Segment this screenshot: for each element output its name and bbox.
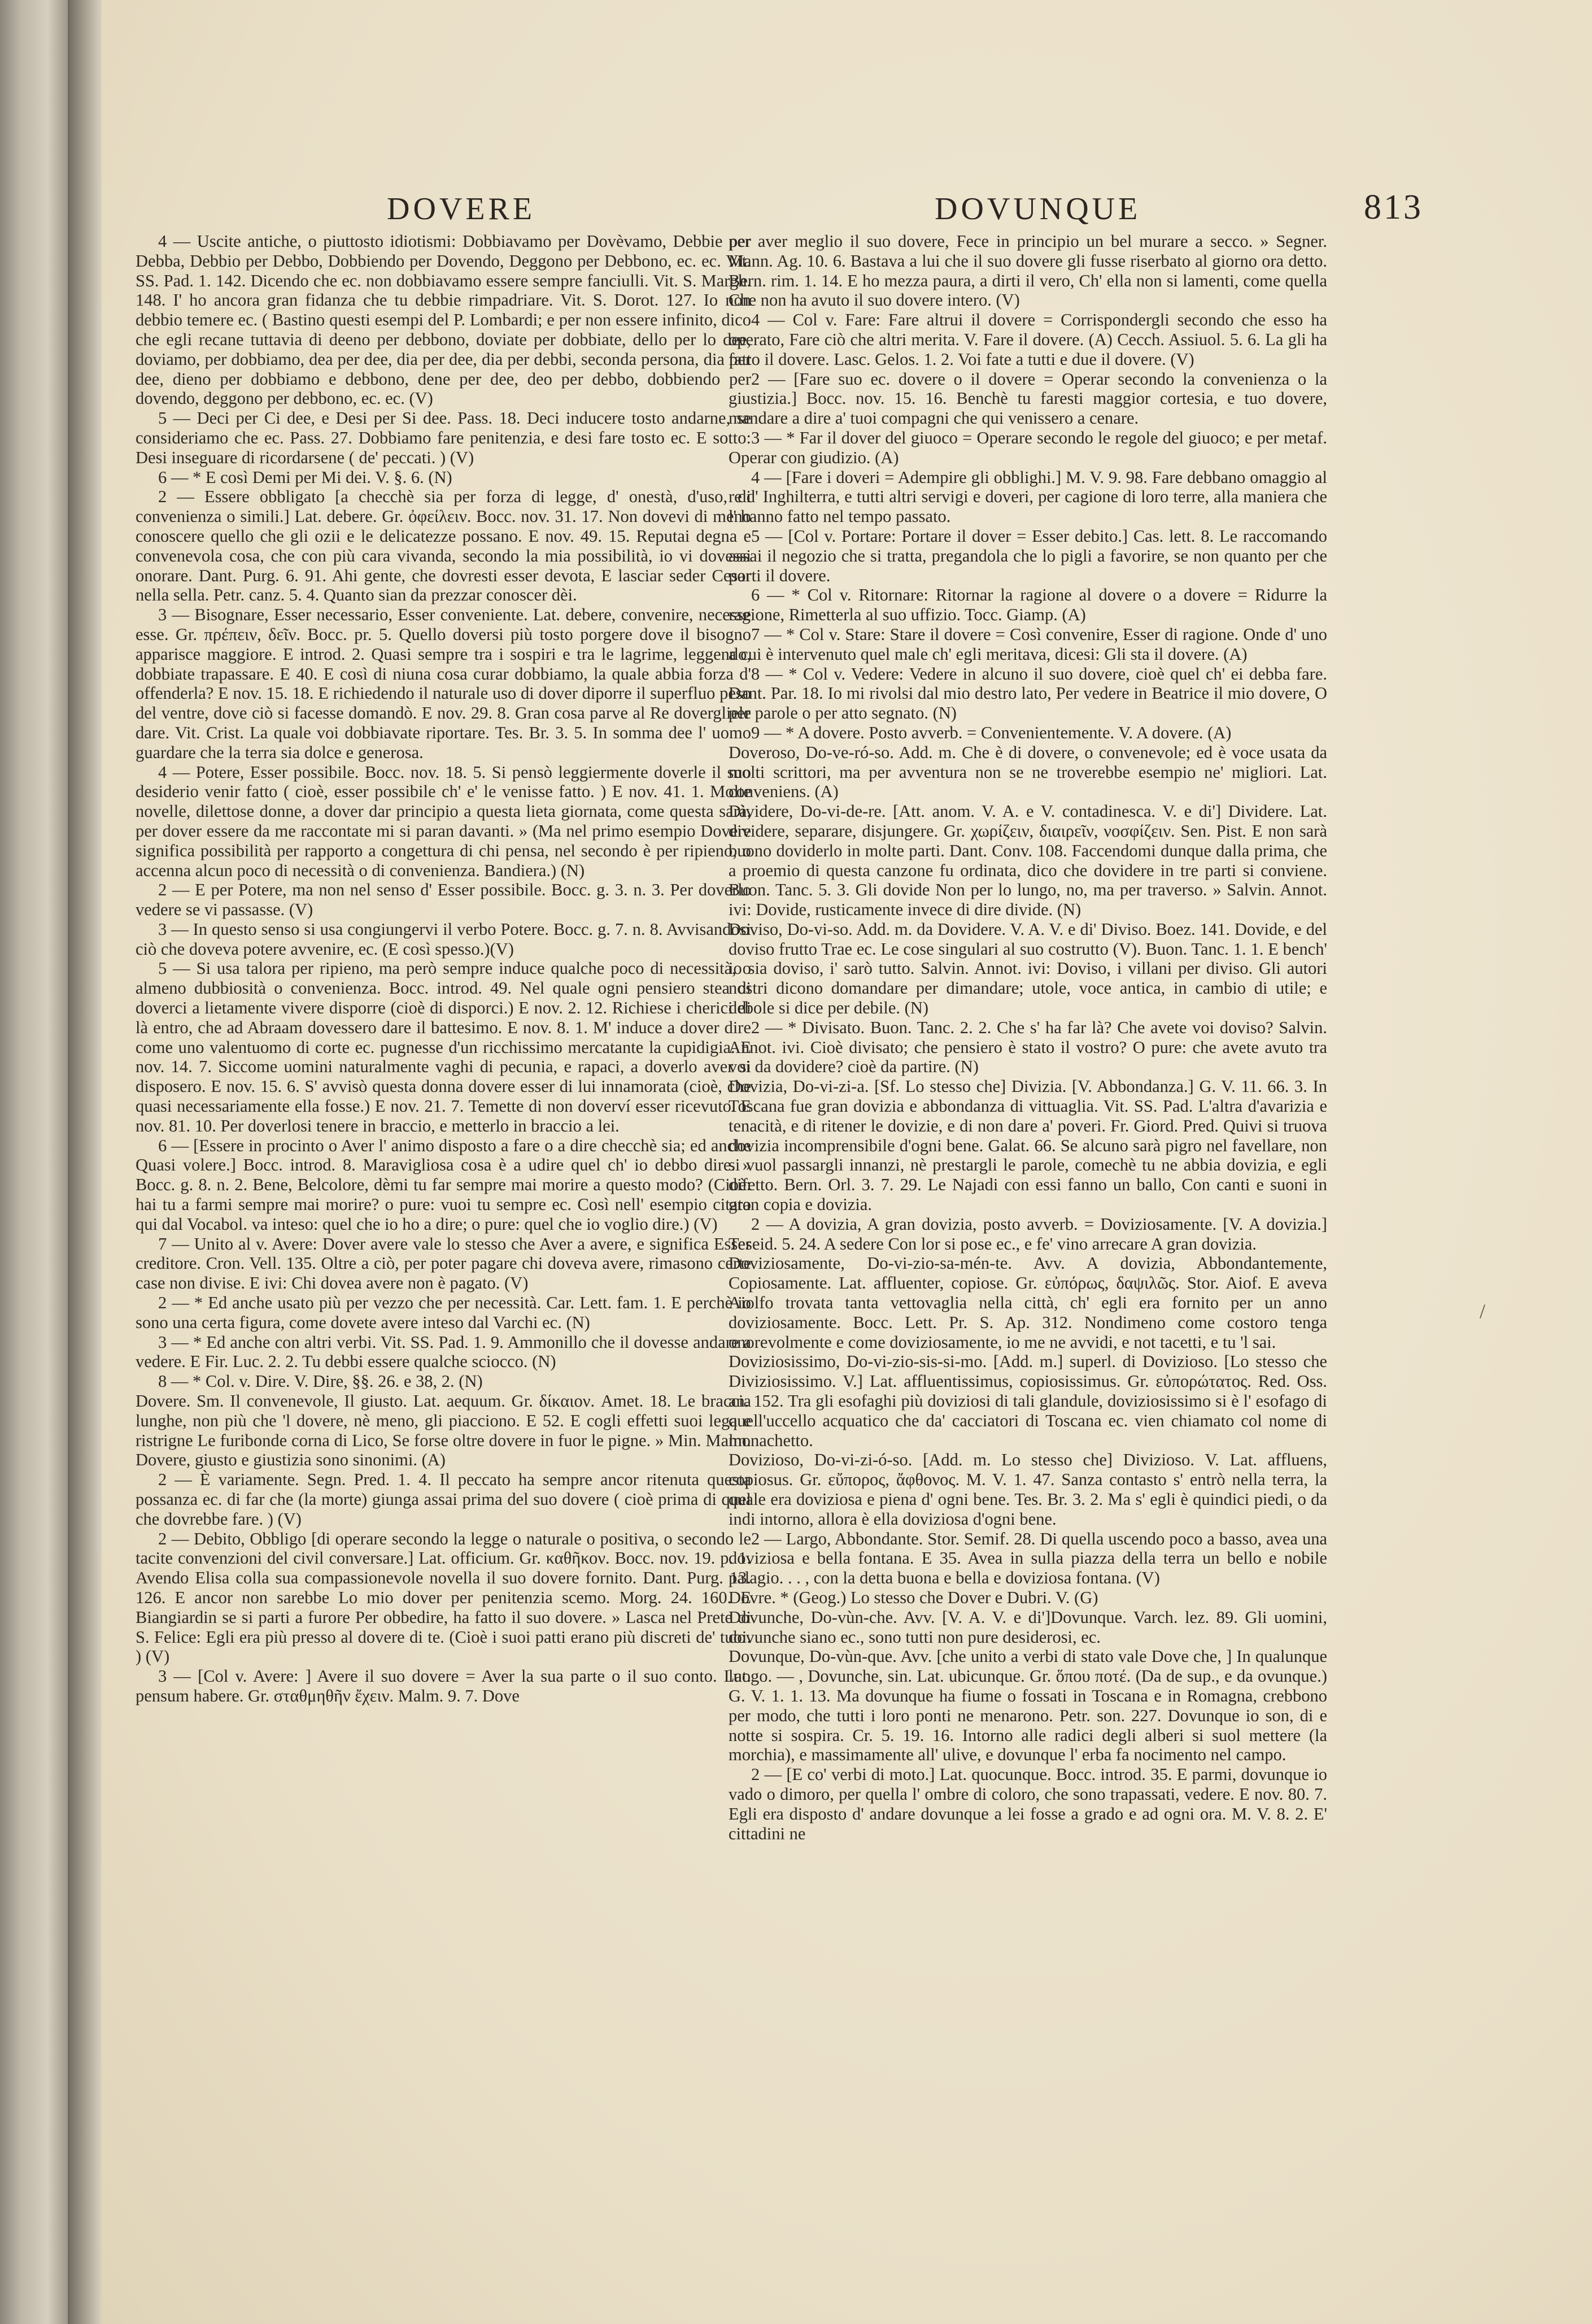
dictionary-entry: 2 — Largo, Abbondante. Stor. Semif. 28. Di quella uscendo poco a basso, avea una doviziosa e bella fontana. E 35. Avea in sulla piazza della terra un bello e nobile palagio. . . , con la detta buona e bella e doviziosa fontana. (V)	[729, 1529, 1327, 1588]
margin-mark: /	[1480, 1300, 1486, 1322]
dictionary-entry: 6 — [Essere in procinto o Aver l' animo disposto a fare o a dire checchè sia; ed anche Quasi volere.] Bocc. introd. 8. Maravigliosa cosa è a udire quel ch' io debbo dire. » Bocc. g. 8. n. 2. Bene, Belcolore, dèmi tu far sempre mai morire a questo modo? (Cioè: hai tu a farmi sempre mai morire? o pure: vuoi tu sempre ec. Così nell' esempio citato qui dal Vocabol. va inteso: quel che io ho a dire; o pure: quel che io voglio dire.) (V)	[136, 1135, 751, 1234]
dictionary-entry: Doviso, Do-vi-so. Add. m. da Dovidere. V. A. V. e di' Diviso. Boez. 141. Dovide, e del doviso frutto Trae ec. Le cose singulari al suo costrutto (V). Buon. Tanc. 1. 1. E bench' io sia doviso, i' sarò tutto. Salvin. Annot. ivi: Doviso, i villani per diviso. Gli autori nostri dicono domandare per dimandare; utole, voce antica, in cambio di utile; e debole si dice per debile. (N)	[729, 919, 1327, 1018]
dictionary-entry: Dovizioso, Do-vi-zi-ó-so. [Add. m. Lo stesso che] Divizioso. V. Lat. affluens, copiosus. Gr. εὔπορος, ἄφθονος. M. V. 1. 47. Sanza contasto s' entrò nella terra, la quale era doviziosa e piena d' ogni bene. Tes. Br. 3. 2. Ma s' egli è quindici piedi, o da indi intorno, allora è ella doviziosa d'ogni bene.	[729, 1450, 1327, 1529]
dictionary-entry: 2 — * Divisato. Buon. Tanc. 2. 2. Che s' ha far là? Che avete voi doviso? Salvin. Annot. ivi. Cioè divisato; che pensiero è stato il vostro? O pure: che avete avuto tra voi da dovidere? cioè da partire. (N)	[729, 1017, 1327, 1077]
dictionary-entry: 5 — Si usa talora per ripieno, ma però sempre induce qualche poco di necessità, o almeno dubbiosità o convenienza. Bocc. introd. 49. Nel quale ogni pensiero stea di doverci a lietamente vivere disporre (cioè di disporci.) E nov. 2. 12. Richiese i cherici di là entro, che ad Abraam dovessero dare il battesimo. E nov. 8. 1. M' induce a dover dire come uno valentuomo di corte ec. pugnesse d'un ricchissimo mercatante la cupidigia. E nov. 14. 7. Siccome uomini naturalmente vaghi di pecunia, e rapaci, a doverlo aver si disposero. E nov. 15. 6. S' avvisò questa donna dovere esser di lui innamorata (cioè, che quasi necessariamente ella fosse.) E nov. 21. 7. Temette di non doverví esser ricevuto. E nov. 81. 10. Per doverlosi tenere in braccio, e metterlo in braccio a lei.	[136, 959, 751, 1135]
dictionary-entry: 8 — * Col v. Vedere: Vedere in alcuno il suo dovere, cioè quel ch' ei debba fare. Dant. Par. 18. Io mi rivolsi dal mio destro lato, Per vedere in Beatrice il mio dovere, O per parole o per atto segnato. (N)	[729, 664, 1327, 723]
dictionary-entry: 2 — Essere obbligato [a checchè sia per forza di legge, d' onestà, d'uso, di convenienza o simili.] Lat. debere. Gr. ὀφείλειν. Bocc. nov. 31. 17. Non dovevi di meno conoscere quello che gli ozii e le delicatezze possano. E nov. 49. 15. Reputai degna e convenevola cosa, che con più cara vivanda, secondo la mia possibilità, io vi dovessi onorare. Dant. Purg. 6. 91. Ahi gente, che dovresti esser devota, E lasciar seder Cesar nella sella. Petr. canz. 5. 4. Quanto sian da prezzar conoscer dèi.	[136, 487, 751, 605]
header-center-word: DOVUNQUE	[935, 192, 1141, 227]
dictionary-entry: 4 — Potere, Esser possibile. Bocc. nov. 18. 5. Si pensò leggiermente doverle il suo desiderio venir fatto ( cioè, esser possibile ch' e' le venisse fatto. ) E nov. 41. 1. Molte novelle, dilettose donne, a dover dar principio a questa lieta giornata, come questa sarà, per dover essere da me raccontate mi si paran davanti. » (Ma nel primo esempio Dovere significa possibilità per rapporto a congettura di chi pensa, nel secondo è per ripieno, o accenna alcun poco di necessità o di convenienza. Bandiera.) (N)	[136, 762, 751, 880]
header-left-word: DOVERE	[387, 192, 536, 227]
dictionary-entry: 3 — In questo senso si usa congiungervi il verbo Potere. Bocc. g. 7. n. 8. Avvisandosi ciò che doveva potere avvenire, ec. (E così spesso.)(V)	[136, 919, 751, 959]
dictionary-entry: 4 — Col v. Fare: Fare altrui il dovere = Corrispondergli secondo che esso ha operato, Fare ciò che altri merita. V. Fare il dovere. (A) Cecch. Assiuol. 5. 6. La gli ha fatto il dovere. Lasc. Gelos. 1. 2. Voi fate a tutti e due il dovere. (V)	[729, 310, 1327, 369]
dictionary-entry: 6 — * Col v. Ritornare: Ritornar la ragione al dovere o a dovere = Ridurre la ragione, Rimetterla al suo uffizio. Tocc. Giamp. (A)	[729, 585, 1327, 625]
dictionary-entry: 8 — * Col. v. Dire. V. Dire, §§. 26. e 38, 2. (N)	[158, 1372, 483, 1391]
dictionary-entry: 4 — [Fare i doveri = Adempire gli obblighi.] M. V. 9. 98. Fare debbano omaggio al re d' Inghilterra, e tutti altri servigi e doveri, per cagione di loro terre, alla maniera che l' hanno fatto nel tempo passato.	[729, 467, 1327, 526]
dictionary-entry: 2 — Debito, Obbligo [di operare secondo la legge o naturale o positiva, o secondo le tacite convenzioni del civil conversare.] Lat. officium. Gr. καθῆκον. Bocc. nov. 19. p. 1. Avendo Elisa colla sua compassionevole novella il suo dovere fornito. Dant. Purg. 13. 126. E ancor non sarebbe Lo mio dover per penitenzia scemo. Morg. 24. 160. E Biangiardin se si parti a furore Per obbedire, ha fatto il suo dovere. » Lasca nel Prete di S. Felice: Egli era più presso al dovere di te. (Cioè i suoi patti erano più discreti de' tuoi. ) (V)	[136, 1529, 751, 1666]
dictionary-entry: 7 — * Col v. Stare: Stare il dovere = Così convenire, Esser di ragione. Onde d' uno a cui è intervenuto quel male ch' egli meritava, dicesi: Gli sta il dovere. (A)	[729, 624, 1327, 664]
dictionary-entry: 2 — [E co' verbi di moto.] Lat. quocunque. Bocc. introd. 35. E parmi, dovunque io vado o dimoro, per quella l' ombre di coloro, che sono trapassati, vedere. E nov. 80. 7. Egli era disposto d' andare dovunque a lei fosse a grado e ad ogni ora. M. V. 8. 2. E' cittadini ne	[729, 1765, 1327, 1843]
dictionary-entry: 2 — A dovizia, A gran dovizia, posto avverb. = Doviziosamente. [V. A dovizia.] Teseid. 5. 24. A sedere Con lor si pose ec., e fe' vino arrecare A gran dovizia.	[729, 1214, 1327, 1254]
dictionary-entry: Dividere, Do-vi-de-re. [Att. anom. V. A. e V. contadinesca. V. e di'] Dividere. Lat. dividere, separare, disjungere. Gr. χωρίζειν, διαιρεῖν, νοσφίζειν. Sen. Pist. E non sarà buono doviderlo in molte parti. Dant. Conv. 108. Faccendomi dunque dalla prima, che a proemio di questa canzone fu ordinata, dico che dovidere in tre parti si conviene. Buon. Tanc. 5. 3. Gli dovide Non per lo lungo, no, ma per traverso. » Salvin. Annot. ivi: Dovide, rusticamente invece di dire divide. (N)	[729, 802, 1327, 920]
dictionary-entry: 3 — [Col v. Avere: ] Avere il suo dovere = Aver la sua parte o il suo conto. Lat. pensum habere. Gr. σταθμηθῆν ἔχειν. Malm. 9. 7. Dove	[136, 1666, 751, 1705]
dictionary-entry: 7 — Unito al v. Avere: Dover avere vale lo stesso che Aver a avere, e significa Esser creditore. Cron. Vell. 135. Oltre a ciò, per poter pagare chi doveva avere, rimasono certe case non divise. E ivi: Chi dovea avere non è pagato. (V)	[136, 1234, 751, 1293]
dictionary-entry: 4 — Uscite antiche, o piuttosto idiotismi: Dobbiavamo per Dovèvamo, Debbie per Debba, Debbio per Debbo, Dobbiendo per Dovendo, Deggono per Debbono, ec. ec. Vit. SS. Pad. 1. 142. Dicendo che ec. non dobbiavamo essere sempre fanciulli. Vit. S. Margh. 148. I' ho ancora gran fidanza che tu debbie rimpadriare. Vit. S. Dorot. 127. Io non debbio temere ec. ( Bastino questi esempi del P. Lombardi; e per non essere infinito, dico che egli recane tuttavia di deeno per debbono, doviate per dobbiate, dello per lo dee, doviamo, per dobbiamo, dea per dee, dia per dee, dia per debbi, seconda persona, dia per dee, dieno per dobbiamo e debbono, dene per dee, deo per debbo, dobbiendo per dovendo, deggono per debbono, ec. ec. (V)	[136, 232, 751, 408]
dictionary-entry: 5 — [Col v. Portare: Portare il dover = Esser debito.] Cas. lett. 8. Le raccomando assai il negozio che si tratta, pregandola che lo pigli a favorire, se non quanto per che porti il dovere.	[729, 526, 1327, 585]
book-gutter	[68, 0, 102, 2324]
left-text-column	[136, 232, 751, 2260]
dictionary-entry: 3 — Bisognare, Esser necessario, Esser conveniente. Lat. debere, convenire, necesse esse. Gr. πρέπειν, δεῖν. Bocc. pr. 5. Quello doversi più tosto porgere dove il bisogno apparisce maggiore. E introd. 2. Quasi sempre tra i sospiri e tra le lagrime, leggendo, dobbiate trapassare. E 40. E così di niuna cosa curar dobbiamo, la quale abbia forza d' offenderla? E nov. 15. 18. E richiedendo il naturale uso di dover diporre il superfluo peso del ventre, dove ciò si facesse domandò. E nov. 29. 8. Gran cosa parve al Re dovergliele dare. Vit. Crist. La quale voi dobbiavate riportare. Tes. Br. 3. 5. In somma dee l' uomo guardare che la terra sia dolce e generosa.	[136, 605, 751, 762]
dictionary-entry: 2 — E per Potere, ma non nel senso d' Esser possibile. Bocc. g. 3. n. 3. Per doverlo vedere se vi passasse. (V)	[136, 880, 751, 920]
running-header	[102, 188, 1592, 236]
dictionary-entry: Doveroso, Do-ve-ró-so. Add. m. Che è di dovere, o convenevole; ed è voce usata da molti scrittori, ma per avventura non se ne troverebbe esempio ne' migliori. Lat. conveniens. (A)	[729, 742, 1327, 802]
dictionary-entry: Dovre. * (Geog.) Lo stesso che Dover e Dubri. V. (G)	[729, 1587, 1098, 1607]
dictionary-entry: 2 — * Ed anche usato più per vezzo che per necessità. Car. Lett. fam. 1. E perchè io sono una certa figura, come dovete avere inteso dal Varchi ec. (N)	[136, 1293, 751, 1332]
dictionary-entry: 5 — Deci per Ci dee, e Desi per Si dee. Pass. 18. Deci inducere tosto andarne, se consideriamo che ec. Pass. 27. Dobbiamo fare penitenzia, e desi fare tosto ec. E sotto: Desi inseguare di ricordarsene ( de' peccati. ) (V)	[136, 408, 751, 467]
dictionary-entry: Doviziosamente, Do-vi-zio-sa-mén-te. Avv. A dovizia, Abbondantemente, Copiosamente. Lat. affluenter, copiose. Gr. εὐπόρως, δαψιλῶς. Stor. Aiof. E aveva Aiolfo trovata tanta vettovaglia nella città, ch' egli era fornito per un anno doviziosamente. Bocc. Lett. Pr. S. Ap. 312. Nondimeno come costoro tenga onorevolmente e come doviziosamente, io me ne avvidi, e not tacetti, e tu 'l sai.	[729, 1254, 1327, 1352]
dictionary-entry: Dovizia, Do-vi-zi-a. [Sf. Lo stesso che] Divizia. [V. Abbondanza.] G. V. 11. 66. 3. In Toscana fue gran dovizia e abbondanza di vittuaglia. Vit. SS. Pad. L'altra d'avarizia e tenacità, e di ritener le dovizie, e di non dare a' poveri. Fr. Giord. Pred. Quivi si truova dovizia incomprensibile d'ogni bene. Galat. 66. Se alcuno sarà pigro nel favellare, non si vuol passargli innanzi, nè prestargli le parole, comechè tu ne abbia dovizia, e egli difetto. Bern. Orl. 3. 7. 29. Le Najadi con essi fanno un ballo, Con canti e suoni in gran copia e dovizia.	[729, 1077, 1327, 1215]
dictionary-entry: 9 — * A dovere. Posto avverb. = Convenientemente. V. A dovere. (A)	[751, 723, 1232, 742]
dictionary-entry: Dovere. Sm. Il convenevole, Il giusto. Lat. aequum. Gr. δίκαιον. Amet. 18. Le braccia lunghe, non più che 'l dovere, nè meno, gli piacciono. E 52. E cogli effetti suoi lega e ristrigne Le furibonde corna di Lico, Se forse oltre dovere in fuor le pigne. » Min. Malm. Dovere, giusto e giustizia sono sinonimi. (A)	[136, 1391, 751, 1470]
dictionary-entry: Dovunque, Do-vùn-que. Avv. [che unito a verbi di stato vale Dove che, ] In qualunque luogo. — , Dovunche, sin. Lat. ubicunque. Gr. ὅπου ποτέ. (Da de sup., e da ovunque.) G. V. 1. 1. 13. Ma dovunque ha fiume o fossati in Toscana e in Romagna, crebbono per modo, che tutti i loro ponti ne menarono. Petr. son. 227. Dovunque io son, di e notte si sospira. Cr. 5. 19. 16. Intorno alle radici degli alberi si suol mettere (la morchia), e massimamente all' ulive, e dovunque l' erba fa nocimento nel campo.	[729, 1647, 1327, 1765]
dictionary-entry: 2 — [Fare suo ec. dovere o il dovere = Operar secondo la convenienza o la giustizia.] Bocc. nov. 15. 16. Benchè tu faresti maggior cortesia, e tuo dovere, mandare a dire a' tuoi compagni che qui venissero a cenare.	[729, 369, 1327, 428]
dictionary-entry: 6 — * E così Demi per Mi dei. V. §. 6. (N)	[158, 467, 452, 487]
right-text-column	[729, 232, 1327, 2260]
dictionary-entry: Dovunche, Do-vùn-che. Avv. [V. A. V. e di']Dovunque. Varch. lez. 89. Gli uomini, dovunche siano ec., sono tutti non pure desiderosi, ec.	[729, 1607, 1327, 1647]
dictionary-page	[102, 0, 1592, 2324]
dictionary-entry: 3 — * Ed anche con altri verbi. Vit. SS. Pad. 1. 9. Ammonillo che il dovesse andare a vedere. E Fir. Luc. 2. 2. Tu debbi essere qualche sciocco. (N)	[136, 1332, 751, 1372]
page-number: 813	[1364, 188, 1423, 227]
dictionary-entry: per aver meglio il suo dovere, Fece in principio un bel murare a secco. » Segner. Mann. Ag. 10. 6. Bastava a lui che il suo dovere gli fusse riserbato al giorno ora detto. Bern. rim. 1. 14. E ho mezza paura, a dirti il vero, Ch' ella non si lamenti, come quella Che non ha avuto il suo dovere intero. (V)	[729, 232, 1327, 310]
dictionary-entry: Doviziosissimo, Do-vi-zio-sis-si-mo. [Add. m.] superl. di Dovizioso. [Lo stesso che Diviziosissimo. V.] Lat. affluentissimus, copiosissimus. Gr. εὐπορώτατος. Red. Oss. an. 152. Tra gli esofaghi più doviziosi di tali glandule, doviziosissimo si è l' esofago di quell'uccello acquatico che da' cacciatori di Toscana ec. vien chiamato col nome di monachetto.	[729, 1352, 1327, 1450]
dictionary-entry: 3 — * Far il dover del giuoco = Operare secondo le regole del giuoco; e per metaf. Operar con giudizio. (A)	[729, 428, 1327, 467]
facing-page-edge	[0, 0, 68, 2324]
dictionary-entry: 2 — È variamente. Segn. Pred. 1. 4. Il peccato ha sempre ancor ritenuta questa possanza ec. di far che (la morte) giunga assai prima del suo dovere ( cioè prima di quel che dovrebbe fare. ) (V)	[136, 1470, 751, 1529]
